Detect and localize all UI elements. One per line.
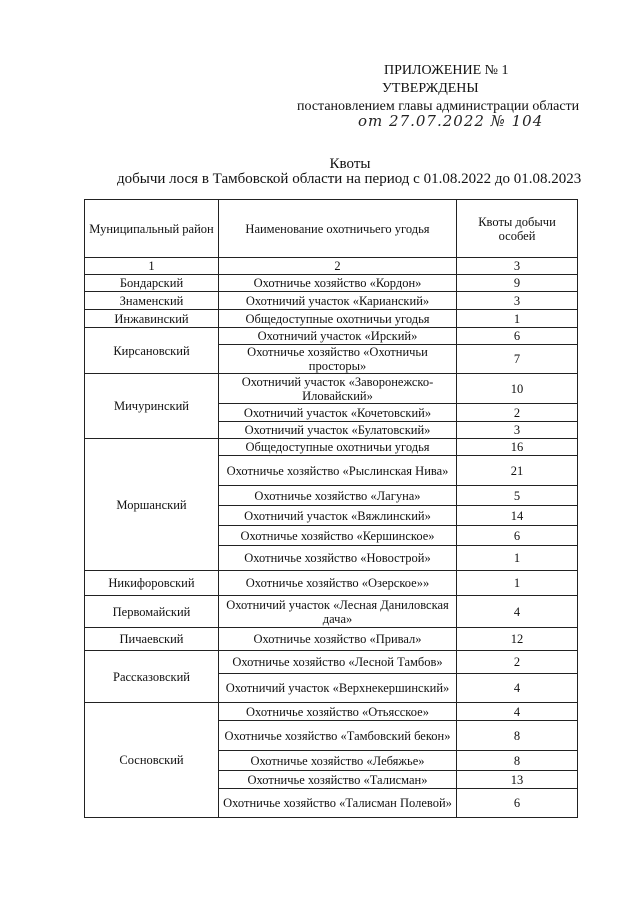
hunting-area-cell: Общедоступные охотничьи угодья <box>219 439 457 456</box>
table-row <box>85 439 578 456</box>
table-row <box>85 596 578 628</box>
column-header-district: Муниципальный район <box>85 200 219 258</box>
column-number-row <box>85 258 578 275</box>
hunting-area-cell: Охотничий участок «Вяжлинский» <box>219 506 457 526</box>
column-header-quota: Квоты добычи особей <box>457 200 578 258</box>
quota-cell: 2 <box>457 651 578 674</box>
quota-cell: 4 <box>457 674 578 703</box>
column-header-area: Наименование охотничьего угодья <box>219 200 457 258</box>
table-row <box>85 292 578 310</box>
column-number: 3 <box>457 258 578 275</box>
hunting-area-cell: Охотничье хозяйство «Привал» <box>219 628 457 651</box>
quota-cell: 4 <box>457 703 578 721</box>
document-title: Квоты <box>329 156 371 172</box>
district-cell: Никифоровский <box>85 571 219 596</box>
table-row <box>85 703 578 721</box>
hunting-area-cell: Охотничье хозяйство «Кордон» <box>219 275 457 292</box>
quota-cell: 7 <box>457 345 578 374</box>
table-row <box>85 328 578 345</box>
quota-cell: 14 <box>457 506 578 526</box>
district-cell: Бондарский <box>85 275 219 292</box>
hunting-area-cell: Общедоступные охотничьи угодья <box>219 310 457 328</box>
hunting-area-cell: Охотничье хозяйство «Талисман» <box>219 771 457 789</box>
hunting-area-cell: Охотничье хозяйство «Рыслинская Нива» <box>219 456 457 486</box>
quota-cell: 4 <box>457 596 578 628</box>
quota-cell: 8 <box>457 721 578 751</box>
district-cell: Моршанский <box>85 439 219 571</box>
hunting-area-cell: Охотничий участок «Карианский» <box>219 292 457 310</box>
quota-cell: 12 <box>457 628 578 651</box>
district-cell: Кирсановский <box>85 328 219 374</box>
quota-cell: 2 <box>457 404 578 422</box>
quota-cell: 9 <box>457 275 578 292</box>
quota-table <box>84 199 578 818</box>
column-number: 2 <box>219 258 457 275</box>
handwritten-date-number: от 27.07.2022 № 104 <box>358 112 544 130</box>
hunting-area-cell: Охотничье хозяйство «Новострой» <box>219 546 457 571</box>
quota-cell: 6 <box>457 789 578 818</box>
hunting-area-cell: Охотничий участок «Ирский» <box>219 328 457 345</box>
hunting-area-cell: Охотничье хозяйство «Лесной Тамбов» <box>219 651 457 674</box>
table-header-row <box>85 200 578 258</box>
column-number: 1 <box>85 258 219 275</box>
hunting-area-cell: Охотничье хозяйство «Лебяжье» <box>219 751 457 771</box>
hunting-area-cell: Охотничье хозяйство «Лагуна» <box>219 486 457 506</box>
quota-cell: 3 <box>457 292 578 310</box>
hunting-area-cell: Охотничий участок «Лесная Даниловская дача» <box>219 596 457 628</box>
quota-cell: 16 <box>457 439 578 456</box>
quota-cell: 1 <box>457 546 578 571</box>
hunting-area-cell: Охотничье хозяйство «Тамбовский бекон» <box>219 721 457 751</box>
document-subtitle: добычи лося в Тамбовской области на период с 01.08.2022 до 01.08.2023 <box>117 171 582 187</box>
quota-cell: 1 <box>457 310 578 328</box>
hunting-area-cell: Охотничий участок «Кочетовский» <box>219 404 457 422</box>
quota-cell: 21 <box>457 456 578 486</box>
district-cell: Мичуринский <box>85 374 219 439</box>
table-row <box>85 374 578 404</box>
district-cell: Знаменский <box>85 292 219 310</box>
approved-by: постановлением главы администрации области <box>297 99 580 114</box>
hunting-area-cell: Охотничий участок «Заворонежско-Иловайский» <box>219 374 457 404</box>
annex-number: ПРИЛОЖЕНИЕ № 1 <box>384 63 509 78</box>
hunting-area-cell: Охотничье хозяйство «Озерское»» <box>219 571 457 596</box>
hunting-area-cell: Охотничий участок «Верхнекершинский» <box>219 674 457 703</box>
quota-cell: 1 <box>457 571 578 596</box>
quota-cell: 10 <box>457 374 578 404</box>
quota-cell: 8 <box>457 751 578 771</box>
quota-cell: 6 <box>457 328 578 345</box>
district-cell: Первомайский <box>85 596 219 628</box>
table-row <box>85 651 578 674</box>
district-cell: Сосновский <box>85 703 219 818</box>
district-cell: Инжавинский <box>85 310 219 328</box>
quota-cell: 3 <box>457 422 578 439</box>
district-cell: Пичаевский <box>85 628 219 651</box>
quota-cell: 5 <box>457 486 578 506</box>
hunting-area-cell: Охотничье хозяйство «Охотничьи просторы» <box>219 345 457 374</box>
table-row <box>85 628 578 651</box>
table-row <box>85 571 578 596</box>
table-row <box>85 275 578 292</box>
hunting-area-cell: Охотничий участок «Булатовский» <box>219 422 457 439</box>
hunting-area-cell: Охотничье хозяйство «Кершинское» <box>219 526 457 546</box>
quota-cell: 6 <box>457 526 578 546</box>
quota-cell: 13 <box>457 771 578 789</box>
approved-label: УТВЕРЖДЕНЫ <box>382 81 479 96</box>
hunting-area-cell: Охотничье хозяйство «Отьясское» <box>219 703 457 721</box>
district-cell: Рассказовский <box>85 651 219 703</box>
hunting-area-cell: Охотничье хозяйство «Талисман Полевой» <box>219 789 457 818</box>
table-row <box>85 310 578 328</box>
